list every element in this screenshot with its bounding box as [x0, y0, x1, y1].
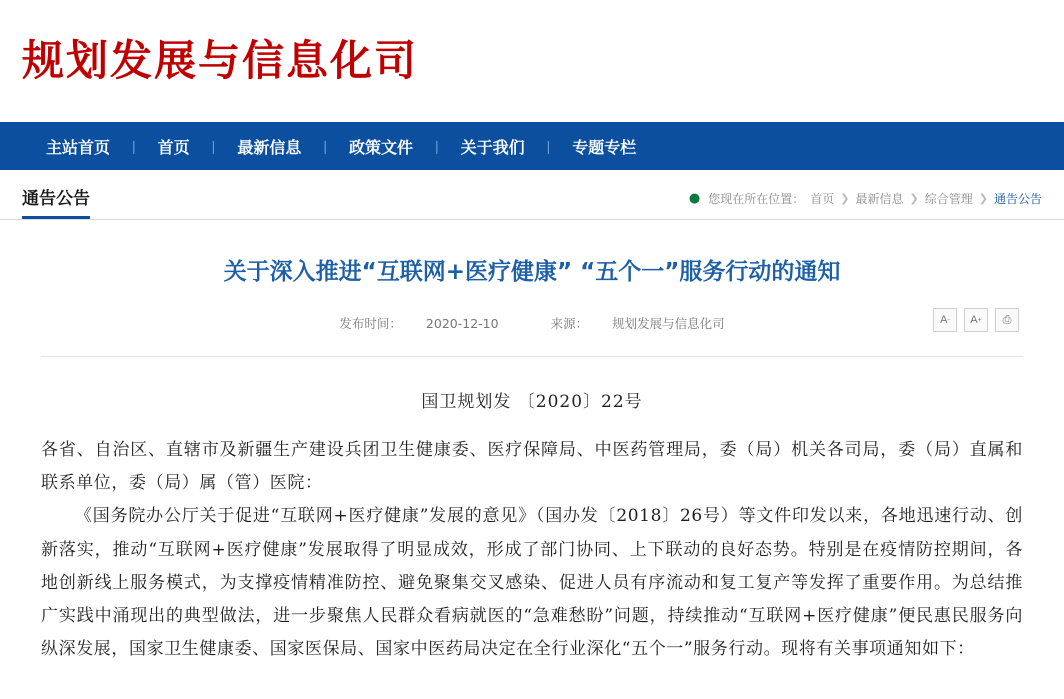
nav-item-special-columns[interactable]: 专题专栏 — [572, 137, 637, 157]
nav-separator: | — [434, 138, 439, 154]
article-divider — [41, 356, 1023, 357]
section-bar — [0, 170, 1064, 220]
breadcrumb-location-label: 您现在所在位置： — [708, 192, 805, 206]
article-meta-row — [41, 314, 1023, 348]
site-title: 规划发展与信息化司 — [22, 36, 419, 85]
article — [41, 220, 1023, 666]
print-button[interactable]: ⎙ — [995, 308, 1019, 332]
nav-item-about-us[interactable]: 关于我们 — [460, 137, 525, 157]
font-decrease-button[interactable]: A - — [933, 308, 957, 332]
nav-separator: | — [132, 138, 136, 154]
article-source: 来源： 规划发展与信息化司 — [550, 316, 725, 332]
location-pin-icon: ● — [688, 191, 701, 206]
nav-separator: | — [546, 138, 551, 154]
nav-item-policy-documents[interactable]: 政策文件 — [348, 137, 413, 157]
article-tools — [933, 308, 1019, 332]
breadcrumb — [689, 190, 1042, 219]
section-title: 通告公告 — [22, 190, 90, 219]
site-header — [0, 0, 1064, 122]
nav-separator: | — [323, 138, 327, 154]
breadcrumb-separator-icon: ❯ — [978, 192, 988, 205]
breadcrumb-item-latest-info[interactable]: 最新信息 — [855, 192, 904, 206]
article-meta — [41, 314, 1023, 332]
nav-item-home[interactable]: 首页 — [157, 137, 190, 157]
publish-time: 发布时间： 2020-12-10 — [339, 316, 499, 332]
breadcrumb-item-current: 通告公告 — [993, 192, 1042, 206]
document-body — [41, 434, 1023, 666]
font-increase-button[interactable]: A + — [964, 308, 988, 332]
document-paragraph: 各省、自治区、直辖市及新疆生产建设兵团卫生健康委、医疗保障局、中医药管理局，委（局）机关各司局，委（局）直属和联系单位，委（局）属（管）医院： — [41, 440, 1023, 494]
breadcrumb-separator-icon: ❯ — [909, 192, 919, 205]
nav-item-latest-info[interactable]: 最新信息 — [237, 137, 302, 157]
breadcrumb-separator-icon: ❯ — [840, 192, 850, 205]
document-number: 国卫规划发 〔2020〕22号 — [421, 392, 643, 413]
breadcrumb-item-home[interactable]: 首页 — [810, 192, 835, 206]
nav-item-main-home[interactable]: 主站首页 — [46, 137, 111, 157]
breadcrumb-item-general-management[interactable]: 综合管理 — [924, 192, 973, 206]
nav-separator: | — [211, 138, 216, 154]
document-paragraph: 《国务院办公厅关于促进“互联网+医疗健康”发展的意见》（国办发〔2018〕26号）等文件印发以来，各地迅速行动、创新落实，推动“互联网+医疗健康”发展取得了明显成效，形成了部门协同、上下联动的良好态势。特别是在疫情防控期间，各地创新线上服务模式，为支撑疫情精准防控、避免聚集交叉感染、促进人员有序流动和复工复产等发挥了重要作用。为总结推广实践中涌现出的典型做法，进一步聚焦人民群众看病就医的“急难愁盼”问题，持续推动“互联网+医疗健康”便民惠民服务向纵深发展，国家卫生健康委、国家医保局、国家中医药局决定在全行业深化“五个一”服务行动。现将有关事项通知如下： — [41, 506, 1023, 660]
main-navigation — [0, 122, 1064, 170]
article-title: 关于深入推进“互联网+医疗健康” “五个一”服务行动的通知 — [223, 259, 841, 285]
